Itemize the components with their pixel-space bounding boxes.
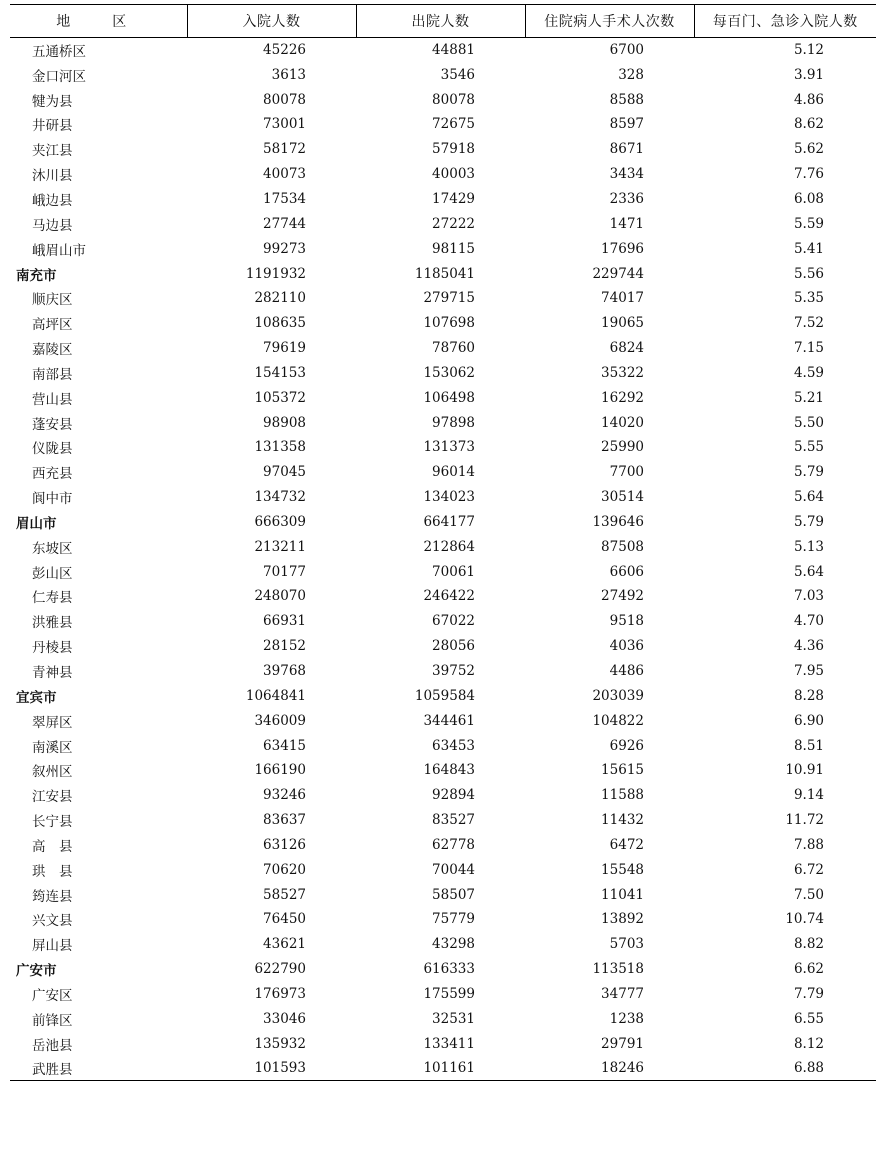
discharges-cell: 1185041: [414, 265, 475, 282]
region-cell: 仪陇县: [32, 441, 73, 458]
admissions-cell: 622790: [254, 961, 306, 978]
surgeries-cell: 11041: [601, 886, 644, 903]
region-cell: 南充市: [16, 267, 57, 284]
admissions-cell: 134732: [254, 489, 306, 506]
discharges-cell: 32531: [432, 1010, 475, 1027]
region-cell: 屏山县: [32, 938, 73, 955]
table-row: [10, 659, 876, 684]
table-row: [10, 162, 876, 187]
admissions-cell: 83637: [263, 812, 306, 829]
rate-cell: 8.28: [793, 687, 824, 704]
table-row: [10, 982, 876, 1007]
admissions-cell: 58527: [263, 886, 306, 903]
rate-cell: 11.72: [785, 812, 824, 829]
admissions-cell: 131358: [254, 439, 306, 456]
admissions-cell: 45226: [263, 42, 306, 59]
rate-cell: 5.79: [793, 464, 824, 481]
rate-cell: 8.51: [793, 737, 824, 754]
region-cell: 前锋区: [32, 1012, 73, 1029]
rate-cell: 5.12: [793, 42, 824, 59]
admissions-cell: 346009: [254, 712, 306, 729]
surgeries-cell: 25990: [601, 439, 644, 456]
region-cell: 南部县: [32, 366, 73, 383]
table-row: [10, 634, 876, 659]
rate-cell: 5.62: [793, 141, 824, 158]
surgeries-cell: 2336: [609, 190, 644, 207]
admissions-cell: 27744: [263, 215, 306, 232]
header-admissions: 入院人数: [187, 5, 356, 38]
region-cell: 长宁县: [32, 814, 73, 831]
rate-cell: 6.72: [793, 861, 824, 878]
region-cell: 仁寿县: [32, 590, 73, 607]
discharges-cell: 98115: [432, 240, 475, 257]
discharges-cell: 133411: [423, 1035, 475, 1052]
table-row: [10, 758, 876, 783]
region-cell: 东坡区: [32, 540, 73, 557]
table-row: [10, 435, 876, 460]
discharges-cell: 63453: [432, 737, 475, 754]
table-row: [10, 87, 876, 112]
table-row: [10, 460, 876, 485]
surgeries-cell: 11588: [601, 787, 644, 804]
discharges-cell: 134023: [423, 489, 475, 506]
surgeries-cell: 139646: [592, 513, 644, 530]
discharges-cell: 58507: [432, 886, 475, 903]
table-row: [10, 211, 876, 236]
admissions-cell: 101593: [187, 1056, 356, 1081]
discharges-cell: 57918: [432, 141, 475, 158]
admissions-cell: 213211: [254, 538, 306, 555]
rate-cell: 4.70: [793, 613, 824, 630]
table-body: [10, 38, 876, 1081]
admissions-cell: 63126: [263, 836, 306, 853]
rate-cell: 6.88: [694, 1056, 876, 1081]
admissions-cell: 105372: [254, 389, 306, 406]
region-cell: 井研县: [32, 118, 73, 135]
header-surgeries: 住院病人手术人次数: [525, 5, 694, 38]
rate-cell: 5.35: [793, 290, 824, 307]
surgeries-cell: 9518: [609, 613, 644, 630]
admissions-cell: 248070: [254, 588, 306, 605]
surgeries-cell: 16292: [601, 389, 644, 406]
discharges-cell: 43298: [432, 936, 475, 953]
region-cell: 武胜县: [10, 1056, 187, 1081]
table-row: [10, 360, 876, 385]
region-cell: 筠连县: [32, 888, 73, 905]
surgeries-cell: 6472: [609, 836, 644, 853]
admissions-cell: 154153: [254, 364, 306, 381]
surgeries-cell: 6926: [609, 737, 644, 754]
discharges-cell: 72675: [432, 116, 475, 133]
admissions-cell: 98908: [263, 414, 306, 431]
region-cell: 岳池县: [32, 1037, 73, 1054]
surgeries-cell: 74017: [601, 290, 644, 307]
surgeries-cell: 29791: [601, 1035, 644, 1052]
admissions-cell: 1191932: [245, 265, 306, 282]
discharges-cell: 175599: [423, 985, 475, 1002]
rate-cell: 8.12: [793, 1035, 824, 1052]
rate-cell: 5.59: [793, 215, 824, 232]
rate-cell: 8.82: [793, 936, 824, 953]
admissions-cell: 666309: [254, 513, 306, 530]
table-row-city: [10, 683, 876, 708]
discharges-cell: 28056: [432, 638, 475, 655]
admissions-cell: 33046: [263, 1010, 306, 1027]
admissions-cell: 73001: [263, 116, 306, 133]
discharges-cell: 92894: [432, 787, 475, 804]
table-row: [10, 584, 876, 609]
surgeries-cell: 18246: [525, 1056, 694, 1081]
region-cell: 峨眉山市: [32, 242, 86, 259]
surgeries-cell: 8671: [609, 141, 644, 158]
admissions-cell: 135932: [254, 1035, 306, 1052]
table-row: [10, 783, 876, 808]
discharges-cell: 70061: [432, 563, 475, 580]
surgeries-cell: 104822: [592, 712, 644, 729]
discharges-cell: 27222: [432, 215, 475, 232]
table-row: [10, 137, 876, 162]
table-row-city: [10, 957, 876, 982]
table-row: [10, 38, 876, 63]
region-cell: 翠屏区: [32, 714, 73, 731]
admissions-cell: 63415: [263, 737, 306, 754]
discharges-cell: 1059584: [414, 687, 475, 704]
table-row: [10, 1006, 876, 1031]
table-row-city: [10, 261, 876, 286]
table-row: [10, 187, 876, 212]
rate-cell: 5.13: [793, 538, 824, 555]
surgeries-cell: 17696: [601, 240, 644, 257]
table-row: [10, 882, 876, 907]
discharges-cell: 131373: [423, 439, 475, 456]
region-cell: 江安县: [32, 789, 73, 806]
table-row: [10, 385, 876, 410]
table-header: [10, 5, 876, 38]
rate-cell: 5.21: [793, 389, 824, 406]
region-cell: 广安区: [32, 987, 73, 1004]
region-cell: 青神县: [32, 665, 73, 682]
surgeries-cell: 1471: [609, 215, 644, 232]
discharges-cell: 62778: [432, 836, 475, 853]
surgeries-cell: 6606: [609, 563, 644, 580]
table-row: [10, 708, 876, 733]
rate-cell: 6.55: [793, 1010, 824, 1027]
table-row-city: [10, 510, 876, 535]
region-cell: 金口河区: [32, 68, 86, 85]
discharges-cell: 44881: [432, 42, 475, 59]
discharges-cell: 75779: [432, 911, 475, 928]
header-region: 地 区: [10, 5, 187, 38]
rate-cell: 7.15: [793, 340, 824, 357]
surgeries-cell: 11432: [601, 812, 644, 829]
admissions-cell: 58172: [263, 141, 306, 158]
surgeries-cell: 7700: [609, 464, 644, 481]
admissions-cell: 17534: [263, 190, 306, 207]
surgeries-cell: 35322: [601, 364, 644, 381]
rate-cell: 4.59: [793, 364, 824, 381]
table-row: [10, 410, 876, 435]
rate-cell: 5.56: [793, 265, 824, 282]
region-cell: 五通桥区: [32, 44, 86, 61]
surgeries-cell: 13892: [601, 911, 644, 928]
rate-cell: 5.64: [793, 489, 824, 506]
rate-cell: 5.41: [793, 240, 824, 257]
rate-cell: 7.50: [793, 886, 824, 903]
rate-cell: 4.36: [793, 638, 824, 655]
rate-cell: 7.79: [793, 985, 824, 1002]
admissions-cell: 66931: [263, 613, 306, 630]
discharges-cell: 664177: [423, 513, 475, 530]
rate-cell: 4.86: [793, 91, 824, 108]
discharges-cell: 39752: [432, 663, 475, 680]
discharges-cell: 279715: [423, 290, 475, 307]
surgeries-cell: 87508: [601, 538, 644, 555]
discharges-cell: 40003: [432, 166, 475, 183]
discharges-cell: 344461: [423, 712, 475, 729]
table-row: [10, 609, 876, 634]
region-cell: 顺庆区: [32, 292, 73, 309]
region-cell: 洪雅县: [32, 615, 73, 632]
region-cell: 峨边县: [32, 192, 73, 209]
table-row: [10, 485, 876, 510]
admissions-cell: 108635: [254, 315, 306, 332]
table-row: [10, 311, 876, 336]
surgeries-cell: 6824: [609, 340, 644, 357]
discharges-cell: 78760: [432, 340, 475, 357]
rate-cell: 7.88: [793, 836, 824, 853]
region-cell: 夹江县: [32, 143, 73, 160]
surgeries-cell: 19065: [601, 315, 644, 332]
region-cell: 西充县: [32, 466, 73, 483]
rate-cell: 5.64: [793, 563, 824, 580]
region-cell: 马边县: [32, 217, 73, 234]
rate-cell: 5.55: [793, 439, 824, 456]
region-cell: 珙 县: [32, 863, 73, 880]
discharges-cell: 153062: [423, 364, 475, 381]
surgeries-cell: 1238: [609, 1010, 644, 1027]
table-row: [10, 733, 876, 758]
admissions-cell: 97045: [263, 464, 306, 481]
rate-cell: 7.03: [793, 588, 824, 605]
discharges-cell: 80078: [432, 91, 475, 108]
rate-cell: 10.91: [785, 762, 824, 779]
table-row: [10, 112, 876, 137]
table-row: [10, 286, 876, 311]
surgeries-cell: 3434: [609, 166, 644, 183]
discharges-cell: 96014: [432, 464, 475, 481]
surgeries-cell: 15548: [601, 861, 644, 878]
surgeries-cell: 5703: [609, 936, 644, 953]
surgeries-cell: 4486: [609, 663, 644, 680]
discharges-cell: 70044: [432, 861, 475, 878]
surgeries-cell: 113518: [592, 961, 644, 978]
admissions-cell: 1064841: [245, 687, 306, 704]
surgeries-cell: 27492: [601, 588, 644, 605]
surgeries-cell: 8597: [609, 116, 644, 133]
admissions-cell: 76450: [263, 911, 306, 928]
discharges-cell: 67022: [432, 613, 475, 630]
region-cell: 南溪区: [32, 739, 73, 756]
table-row: [10, 1031, 876, 1056]
discharges-cell: 106498: [423, 389, 475, 406]
admissions-cell: 80078: [263, 91, 306, 108]
admissions-cell: 70177: [263, 563, 306, 580]
rate-cell: 6.90: [793, 712, 824, 729]
region-cell: 阆中市: [32, 491, 73, 508]
table-row: [10, 534, 876, 559]
surgeries-cell: 14020: [601, 414, 644, 431]
admissions-cell: 79619: [263, 340, 306, 357]
discharges-cell: 83527: [432, 812, 475, 829]
rate-cell: 6.62: [793, 961, 824, 978]
rate-cell: 5.79: [793, 513, 824, 530]
header-row: [10, 5, 876, 38]
rate-cell: 7.95: [793, 663, 824, 680]
discharges-cell: 101161: [356, 1056, 525, 1081]
admissions-cell: 176973: [254, 985, 306, 1002]
table-row: [10, 808, 876, 833]
table-row: [10, 857, 876, 882]
rate-cell: 7.52: [793, 315, 824, 332]
admissions-cell: 3613: [271, 66, 306, 83]
discharges-cell: 17429: [432, 190, 475, 207]
region-cell: 兴文县: [32, 913, 73, 930]
table-row: [10, 1056, 876, 1081]
admissions-cell: 70620: [263, 861, 306, 878]
admissions-cell: 93246: [263, 787, 306, 804]
rate-cell: 10.74: [785, 911, 824, 928]
discharges-cell: 212864: [423, 538, 475, 555]
rate-cell: 6.08: [793, 190, 824, 207]
region-cell: 丹棱县: [32, 640, 73, 657]
surgeries-cell: 34777: [601, 985, 644, 1002]
discharges-cell: 246422: [423, 588, 475, 605]
table-row: [10, 336, 876, 361]
region-cell: 营山县: [32, 391, 73, 408]
rate-cell: 3.91: [793, 66, 824, 83]
region-cell: 蓬安县: [32, 416, 73, 433]
surgeries-cell: 8588: [609, 91, 644, 108]
hospital-admissions-table: [10, 4, 876, 1081]
region-cell: 沐川县: [32, 168, 73, 185]
header-discharges: 出院人数: [356, 5, 525, 38]
surgeries-cell: 229744: [592, 265, 644, 282]
admissions-cell: 282110: [254, 290, 306, 307]
discharges-cell: 97898: [432, 414, 475, 431]
surgeries-cell: 15615: [601, 762, 644, 779]
table-row: [10, 236, 876, 261]
admissions-cell: 166190: [254, 762, 306, 779]
table-row: [10, 932, 876, 957]
table-row: [10, 907, 876, 932]
rate-cell: 7.76: [793, 166, 824, 183]
discharges-cell: 107698: [423, 315, 475, 332]
region-cell: 彭山区: [32, 565, 73, 582]
table-row: [10, 559, 876, 584]
discharges-cell: 3546: [440, 66, 475, 83]
rate-cell: 8.62: [793, 116, 824, 133]
discharges-cell: 164843: [423, 762, 475, 779]
region-cell: 高坪区: [32, 317, 73, 334]
table-row: [10, 62, 876, 87]
region-cell: 高 县: [32, 838, 73, 855]
region-cell: 宜宾市: [16, 689, 57, 706]
region-cell: 叙州区: [32, 764, 73, 781]
surgeries-cell: 6700: [609, 42, 644, 59]
region-cell: 眉山市: [16, 515, 57, 532]
rate-cell: 9.14: [793, 787, 824, 804]
table-row: [10, 833, 876, 858]
admissions-cell: 40073: [263, 166, 306, 183]
region-cell: 广安市: [16, 963, 57, 980]
region-cell: 犍为县: [32, 93, 73, 110]
rate-cell: 5.50: [793, 414, 824, 431]
discharges-cell: 616333: [423, 961, 475, 978]
surgeries-cell: 328: [618, 66, 644, 83]
surgeries-cell: 30514: [601, 489, 644, 506]
admissions-cell: 39768: [263, 663, 306, 680]
admissions-cell: 28152: [263, 638, 306, 655]
surgeries-cell: 4036: [609, 638, 644, 655]
admissions-cell: 43621: [263, 936, 306, 953]
surgeries-cell: 203039: [592, 687, 644, 704]
region-cell: 嘉陵区: [32, 342, 73, 359]
header-rate: 每百门、急诊入院人数: [694, 5, 876, 38]
admissions-cell: 99273: [263, 240, 306, 257]
